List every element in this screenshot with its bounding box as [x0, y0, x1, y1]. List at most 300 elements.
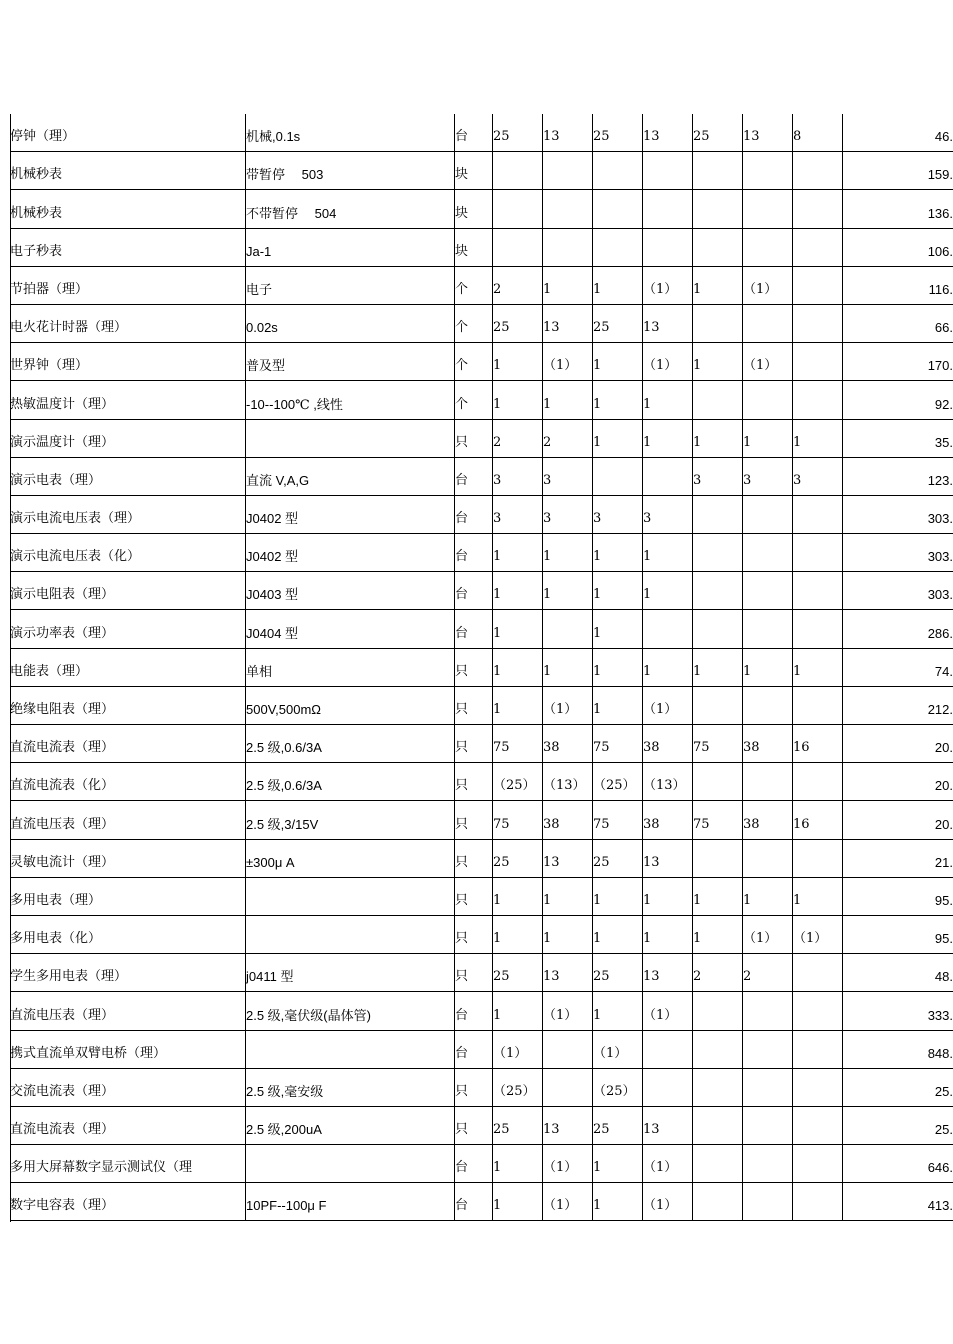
- quantity-cell-text: [693, 794, 742, 800]
- unit-price-cell: [843, 534, 953, 572]
- quantity-cell: [793, 877, 843, 915]
- equipment-name-cell: [10, 1145, 246, 1183]
- quantity-cell-text: 1: [743, 663, 752, 679]
- unit-price-cell: [843, 190, 953, 228]
- quantity-cell-text: [793, 565, 842, 571]
- quantity-cell: [543, 648, 593, 686]
- quantity-cell: [643, 419, 693, 457]
- equipment-unit-cell-text: 只: [455, 854, 469, 870]
- quantity-cell: [593, 1030, 643, 1068]
- unit-price-cell-text: 212.: [927, 702, 953, 717]
- quantity-cell-text: [793, 413, 842, 419]
- quantity-cell: [593, 839, 643, 877]
- quantity-cell-text: 1: [643, 931, 652, 947]
- quantity-cell-text: [793, 260, 842, 266]
- quantity-cell-text: 2: [693, 969, 702, 985]
- equipment-name-cell-text: 交流电流表（理）: [10, 1083, 115, 1099]
- quantity-cell: [593, 343, 643, 381]
- quantity-cell-text: （25）: [593, 778, 636, 794]
- quantity-cell-text: （1）: [593, 1045, 628, 1061]
- quantity-cell-text: [693, 871, 742, 877]
- quantity-cell: [643, 534, 693, 572]
- equipment-spec-cell: [246, 725, 455, 763]
- quantity-cell-text: 1: [493, 702, 502, 717]
- quantity-cell: [793, 152, 843, 190]
- equipment-unit-cell-text: 块: [455, 243, 469, 259]
- table-row: [10, 343, 953, 381]
- quantity-cell-text: 1: [643, 663, 652, 679]
- quantity-cell-text: 13: [543, 320, 560, 336]
- quantity-cell: [493, 954, 543, 992]
- quantity-cell: [743, 1183, 793, 1221]
- quantity-cell-text: （1）: [543, 1007, 578, 1023]
- quantity-cell-text: 1: [493, 892, 502, 908]
- unit-price-cell-text: 25.: [934, 1083, 953, 1099]
- unit-price-cell: [843, 877, 953, 915]
- quantity-cell-text: 1: [543, 549, 552, 565]
- quantity-cell: [743, 763, 793, 801]
- quantity-cell-text: [793, 1062, 842, 1068]
- equipment-unit-cell-text: 台: [455, 472, 469, 488]
- quantity-cell-text: [543, 1100, 592, 1106]
- quantity-cell: [743, 190, 793, 228]
- table-row: [10, 610, 953, 648]
- unit-price-cell: [843, 725, 953, 763]
- quantity-cell: [693, 648, 743, 686]
- quantity-cell: [693, 686, 743, 724]
- quantity-cell: [593, 572, 643, 610]
- quantity-cell-text: 2: [543, 434, 552, 450]
- equipment-unit-cell: [455, 1145, 493, 1183]
- unit-price-cell: [843, 648, 953, 686]
- quantity-cell-text: 1: [493, 1198, 502, 1214]
- quantity-cell-text: [693, 1138, 742, 1144]
- quantity-cell-text: 2: [493, 281, 502, 297]
- equipment-unit-cell-text: 只: [455, 931, 469, 947]
- quantity-cell-text: 1: [593, 1160, 602, 1176]
- quantity-cell-text: 1: [593, 396, 602, 412]
- equipment-unit-cell: [455, 1183, 493, 1221]
- quantity-cell-text: [793, 718, 842, 724]
- quantity-cell: [493, 190, 543, 228]
- equipment-name-cell-text: 机械秒表: [10, 167, 63, 183]
- equipment-name-cell-text: 直流电压表（理）: [10, 1007, 115, 1023]
- equipment-spec-cell-text: 带暂停 503: [246, 167, 324, 183]
- quantity-cell: [743, 419, 793, 457]
- quantity-cell: [643, 686, 693, 724]
- quantity-cell: [593, 763, 643, 801]
- quantity-cell: [693, 610, 743, 648]
- quantity-cell-text: [693, 1176, 742, 1182]
- equipment-spec-cell: [246, 266, 455, 304]
- unit-price-cell-text: 95.: [934, 931, 953, 947]
- table-row: [10, 228, 953, 266]
- equipment-unit-cell: [455, 725, 493, 763]
- quantity-cell: [693, 572, 743, 610]
- table-row: [10, 915, 953, 953]
- quantity-cell: [593, 1183, 643, 1221]
- quantity-cell-text: 38: [743, 816, 760, 832]
- quantity-cell-text: 1: [643, 396, 652, 412]
- equipment-name-cell-text: 多用电表（理）: [10, 892, 102, 908]
- quantity-cell-text: 1: [593, 587, 602, 603]
- equipment-spec-cell: [246, 839, 455, 877]
- quantity-cell-text: 13: [543, 854, 560, 870]
- equipment-unit-cell: [455, 266, 493, 304]
- quantity-cell-text: 1: [593, 1198, 602, 1214]
- quantity-cell: [693, 1183, 743, 1221]
- quantity-cell: [543, 801, 593, 839]
- quantity-cell-text: 25: [693, 129, 710, 145]
- quantity-cell: [643, 228, 693, 266]
- unit-price-cell-text: 286.: [927, 625, 953, 641]
- equipment-spec-cell: [246, 1183, 455, 1221]
- quantity-cell: [543, 1106, 593, 1144]
- table-row: [10, 801, 953, 839]
- equipment-unit-cell: [455, 648, 493, 686]
- quantity-cell-text: [593, 222, 642, 228]
- equipment-name-cell-text: 电能表（理）: [10, 663, 89, 679]
- quantity-cell-text: 1: [693, 434, 702, 450]
- quantity-cell-text: [743, 871, 792, 877]
- quantity-cell-text: 1: [743, 892, 752, 908]
- quantity-cell: [593, 801, 643, 839]
- quantity-cell: [793, 1145, 843, 1183]
- quantity-cell-text: [743, 565, 792, 571]
- table-row: [10, 992, 953, 1030]
- quantity-cell: [743, 1030, 793, 1068]
- quantity-cell: [793, 801, 843, 839]
- equipment-name-cell: [10, 381, 246, 419]
- quantity-cell: [743, 572, 793, 610]
- quantity-cell-text: 25: [593, 320, 610, 336]
- quantity-cell: [543, 457, 593, 495]
- quantity-cell-text: [693, 527, 742, 533]
- quantity-cell: [643, 954, 693, 992]
- quantity-cell-text: [643, 642, 692, 648]
- quantity-cell-text: 3: [693, 472, 702, 488]
- unit-price-cell: [843, 1030, 953, 1068]
- quantity-cell-text: （1）: [743, 281, 778, 297]
- equipment-name-cell-text: 直流电流表（理）: [10, 1122, 115, 1138]
- quantity-cell: [543, 304, 593, 342]
- table-row: [10, 1106, 953, 1144]
- equipment-name-cell-text: 演示电表（理）: [10, 472, 102, 488]
- unit-price-cell-text: 20.: [934, 816, 953, 832]
- quantity-cell: [793, 381, 843, 419]
- quantity-cell-text: 1: [493, 1160, 502, 1176]
- unit-price-cell: [843, 992, 953, 1030]
- quantity-cell: [643, 152, 693, 190]
- quantity-cell-text: 1: [593, 931, 602, 947]
- quantity-cell-text: 25: [593, 854, 610, 870]
- quantity-cell-text: 1: [593, 281, 602, 297]
- equipment-unit-cell: [455, 343, 493, 381]
- quantity-cell-text: 1: [493, 663, 502, 679]
- quantity-cell-text: （1）: [493, 1045, 528, 1061]
- equipment-unit-cell-text: 个: [455, 281, 469, 297]
- equipment-name-cell-text: 携式直流单双臂电桥（理）: [10, 1045, 167, 1061]
- equipment-unit-cell-text: 台: [455, 1198, 469, 1214]
- quantity-cell: [793, 1068, 843, 1106]
- quantity-cell: [693, 343, 743, 381]
- unit-price-cell-text: 74.: [934, 663, 953, 679]
- quantity-cell: [643, 495, 693, 533]
- equipment-spec-cell-text: 500V,500mΩ: [246, 702, 322, 717]
- equipment-unit-cell-text: 台: [455, 511, 469, 527]
- quantity-cell-text: 13: [743, 129, 760, 145]
- unit-price-cell-text: 25.: [934, 1122, 953, 1138]
- quantity-cell: [793, 534, 843, 572]
- quantity-cell: [743, 343, 793, 381]
- quantity-cell: [793, 228, 843, 266]
- quantity-cell: [493, 610, 543, 648]
- quantity-cell: [643, 610, 693, 648]
- quantity-cell-text: （1）: [543, 358, 578, 374]
- equipment-spec-cell: [246, 954, 455, 992]
- quantity-cell-text: （13）: [643, 778, 686, 794]
- quantity-cell-text: 3: [493, 511, 502, 527]
- equipment-unit-cell: [455, 1030, 493, 1068]
- quantity-cell-text: [693, 565, 742, 571]
- unit-price-cell: [843, 152, 953, 190]
- equipment-spec-cell-text: J0404 型: [246, 625, 299, 641]
- quantity-cell: [793, 304, 843, 342]
- quantity-cell: [793, 495, 843, 533]
- unit-price-cell: [843, 1145, 953, 1183]
- quantity-cell: [593, 114, 643, 152]
- equipment-spec-cell: [246, 343, 455, 381]
- quantity-cell-text: 1: [493, 625, 502, 641]
- quantity-cell-text: 1: [593, 892, 602, 908]
- quantity-cell-text: [693, 603, 742, 609]
- quantity-cell-text: 1: [693, 358, 702, 374]
- table-row: [10, 114, 953, 152]
- table-row: [10, 1030, 953, 1068]
- quantity-cell-text: 25: [593, 1122, 610, 1138]
- table-row: [10, 572, 953, 610]
- quantity-cell-text: [743, 336, 792, 342]
- table-row: [10, 648, 953, 686]
- quantity-cell-text: 3: [593, 511, 602, 527]
- quantity-cell: [543, 610, 593, 648]
- unit-price-cell: [843, 1068, 953, 1106]
- quantity-cell: [693, 190, 743, 228]
- quantity-cell: [543, 725, 593, 763]
- equipment-spec-cell-text: 普及型: [246, 358, 286, 374]
- quantity-cell: [493, 534, 543, 572]
- quantity-cell: [543, 381, 593, 419]
- equipment-name-cell: [10, 1030, 246, 1068]
- unit-price-cell: [843, 304, 953, 342]
- quantity-cell: [543, 1183, 593, 1221]
- equipment-unit-cell: [455, 686, 493, 724]
- equipment-unit-cell-text: 只: [455, 969, 469, 985]
- equipment-spec-cell: [246, 877, 455, 915]
- quantity-cell-text: 3: [543, 472, 552, 488]
- quantity-cell: [693, 152, 743, 190]
- quantity-cell: [793, 114, 843, 152]
- equipment-name-cell-text: 机械秒表: [10, 205, 63, 221]
- equipment-name-cell-text: 热敏温度计（理）: [10, 396, 115, 412]
- quantity-cell: [743, 992, 793, 1030]
- quantity-cell-text: 1: [543, 587, 552, 603]
- equipment-name-cell-text: 灵敏电流计（理）: [10, 854, 115, 870]
- quantity-cell-text: 1: [593, 1007, 602, 1023]
- quantity-cell: [593, 266, 643, 304]
- quantity-cell-text: （1）: [543, 1160, 578, 1176]
- quantity-cell: [643, 190, 693, 228]
- quantity-cell: [493, 1145, 543, 1183]
- quantity-cell-text: 1: [693, 663, 702, 679]
- quantity-cell-text: [743, 603, 792, 609]
- equipment-name-cell: [10, 495, 246, 533]
- quantity-cell: [493, 915, 543, 953]
- quantity-cell-text: [543, 642, 592, 648]
- quantity-cell: [543, 763, 593, 801]
- quantity-cell-text: 13: [543, 129, 560, 145]
- equipment-spec-cell: [246, 1145, 455, 1183]
- quantity-cell: [543, 572, 593, 610]
- equipment-name-cell: [10, 304, 246, 342]
- quantity-cell-text: [793, 374, 842, 380]
- quantity-cell: [643, 381, 693, 419]
- quantity-cell: [693, 954, 743, 992]
- quantity-cell: [743, 1068, 793, 1106]
- table-row: [10, 725, 953, 763]
- quantity-cell-text: 1: [693, 892, 702, 908]
- equipment-spec-cell: [246, 114, 455, 152]
- quantity-cell-text: 1: [593, 434, 602, 450]
- equipment-unit-cell: [455, 228, 493, 266]
- quantity-cell: [643, 992, 693, 1030]
- quantity-cell: [793, 572, 843, 610]
- quantity-cell-text: [793, 1138, 842, 1144]
- unit-price-cell: [843, 801, 953, 839]
- quantity-cell: [593, 954, 643, 992]
- table-row: [10, 954, 953, 992]
- unit-price-cell-text: 116.: [928, 281, 953, 297]
- quantity-cell-text: （1）: [743, 931, 778, 947]
- quantity-cell: [693, 534, 743, 572]
- equipment-name-cell-text: 电火花计时器（理）: [10, 320, 128, 336]
- unit-price-cell-text: 20.: [934, 740, 953, 756]
- quantity-cell: [593, 1145, 643, 1183]
- quantity-cell-text: 1: [593, 549, 602, 565]
- quantity-cell: [643, 915, 693, 953]
- equipment-name-cell-text: 世界钟（理）: [10, 358, 89, 374]
- quantity-cell-text: [693, 1062, 742, 1068]
- quantity-cell-text: 1: [493, 931, 502, 947]
- equipment-name-cell: [10, 152, 246, 190]
- equipment-name-cell-text: 演示功率表（理）: [10, 625, 115, 641]
- quantity-cell: [643, 304, 693, 342]
- quantity-cell: [493, 1183, 543, 1221]
- quantity-cell-text: 1: [493, 396, 502, 412]
- quantity-cell-text: [543, 1062, 592, 1068]
- unit-price-cell-text: 46.: [934, 129, 953, 145]
- quantity-cell-text: 8: [793, 129, 802, 145]
- unit-price-cell-text: 95.: [934, 892, 953, 908]
- quantity-cell: [793, 839, 843, 877]
- equipment-unit-cell: [455, 190, 493, 228]
- quantity-cell-text: 25: [493, 320, 510, 336]
- quantity-cell-text: [793, 183, 842, 189]
- quantity-cell-text: 1: [493, 1007, 502, 1023]
- table-row: [10, 686, 953, 724]
- equipment-unit-cell-text: 只: [455, 816, 469, 832]
- quantity-cell-text: [743, 527, 792, 533]
- quantity-cell-text: 38: [543, 740, 560, 756]
- equipment-spec-cell: [246, 457, 455, 495]
- quantity-cell-text: 1: [743, 434, 752, 450]
- quantity-cell: [793, 1183, 843, 1221]
- equipment-spec-cell: [246, 152, 455, 190]
- quantity-cell-text: [743, 1024, 792, 1030]
- quantity-cell-text: 16: [793, 740, 810, 756]
- equipment-unit-cell-text: 只: [455, 740, 469, 756]
- quantity-cell-text: 1: [643, 549, 652, 565]
- quantity-cell-text: 75: [593, 740, 610, 756]
- quantity-cell-text: [793, 1024, 842, 1030]
- quantity-cell: [643, 1145, 693, 1183]
- quantity-cell-text: [743, 183, 792, 189]
- quantity-cell-text: 25: [593, 969, 610, 985]
- equipment-spec-cell-text: [246, 947, 454, 953]
- quantity-cell: [693, 266, 743, 304]
- unit-price-cell-text: 106.: [927, 243, 953, 259]
- quantity-cell: [593, 190, 643, 228]
- equipment-spec-cell: [246, 190, 455, 228]
- quantity-cell-text: 1: [693, 931, 702, 947]
- equipment-name-cell-text: 数字电容表（理）: [10, 1198, 115, 1214]
- unit-price-cell-text: 848.: [927, 1045, 953, 1061]
- equipment-name-cell: [10, 419, 246, 457]
- quantity-cell-text: 3: [543, 511, 552, 527]
- quantity-cell: [493, 152, 543, 190]
- quantity-cell-text: 3: [643, 511, 652, 527]
- equipment-name-cell: [10, 725, 246, 763]
- quantity-cell-text: （1）: [643, 1198, 678, 1214]
- quantity-cell: [493, 343, 543, 381]
- equipment-table: [10, 114, 953, 1221]
- equipment-spec-cell: [246, 1106, 455, 1144]
- quantity-cell: [493, 228, 543, 266]
- unit-price-cell-text: 136.: [927, 205, 953, 221]
- table-row: [10, 304, 953, 342]
- quantity-cell: [543, 495, 593, 533]
- equipment-spec-cell-text: 电子: [246, 281, 273, 297]
- quantity-cell-text: [643, 222, 692, 228]
- quantity-cell-text: [543, 183, 592, 189]
- quantity-cell: [643, 114, 693, 152]
- equipment-unit-cell-text: 块: [455, 205, 469, 221]
- quantity-cell: [693, 915, 743, 953]
- table-row: [10, 1068, 953, 1106]
- equipment-unit-cell: [455, 572, 493, 610]
- quantity-cell-text: 1: [643, 892, 652, 908]
- quantity-cell: [693, 763, 743, 801]
- quantity-cell-text: （25）: [493, 778, 536, 794]
- quantity-cell: [493, 1106, 543, 1144]
- equipment-name-cell: [10, 572, 246, 610]
- equipment-name-cell: [10, 801, 246, 839]
- equipment-unit-cell: [455, 381, 493, 419]
- quantity-cell-text: （25）: [493, 1083, 536, 1099]
- quantity-cell-text: [693, 1024, 742, 1030]
- quantity-cell: [643, 572, 693, 610]
- quantity-cell: [693, 114, 743, 152]
